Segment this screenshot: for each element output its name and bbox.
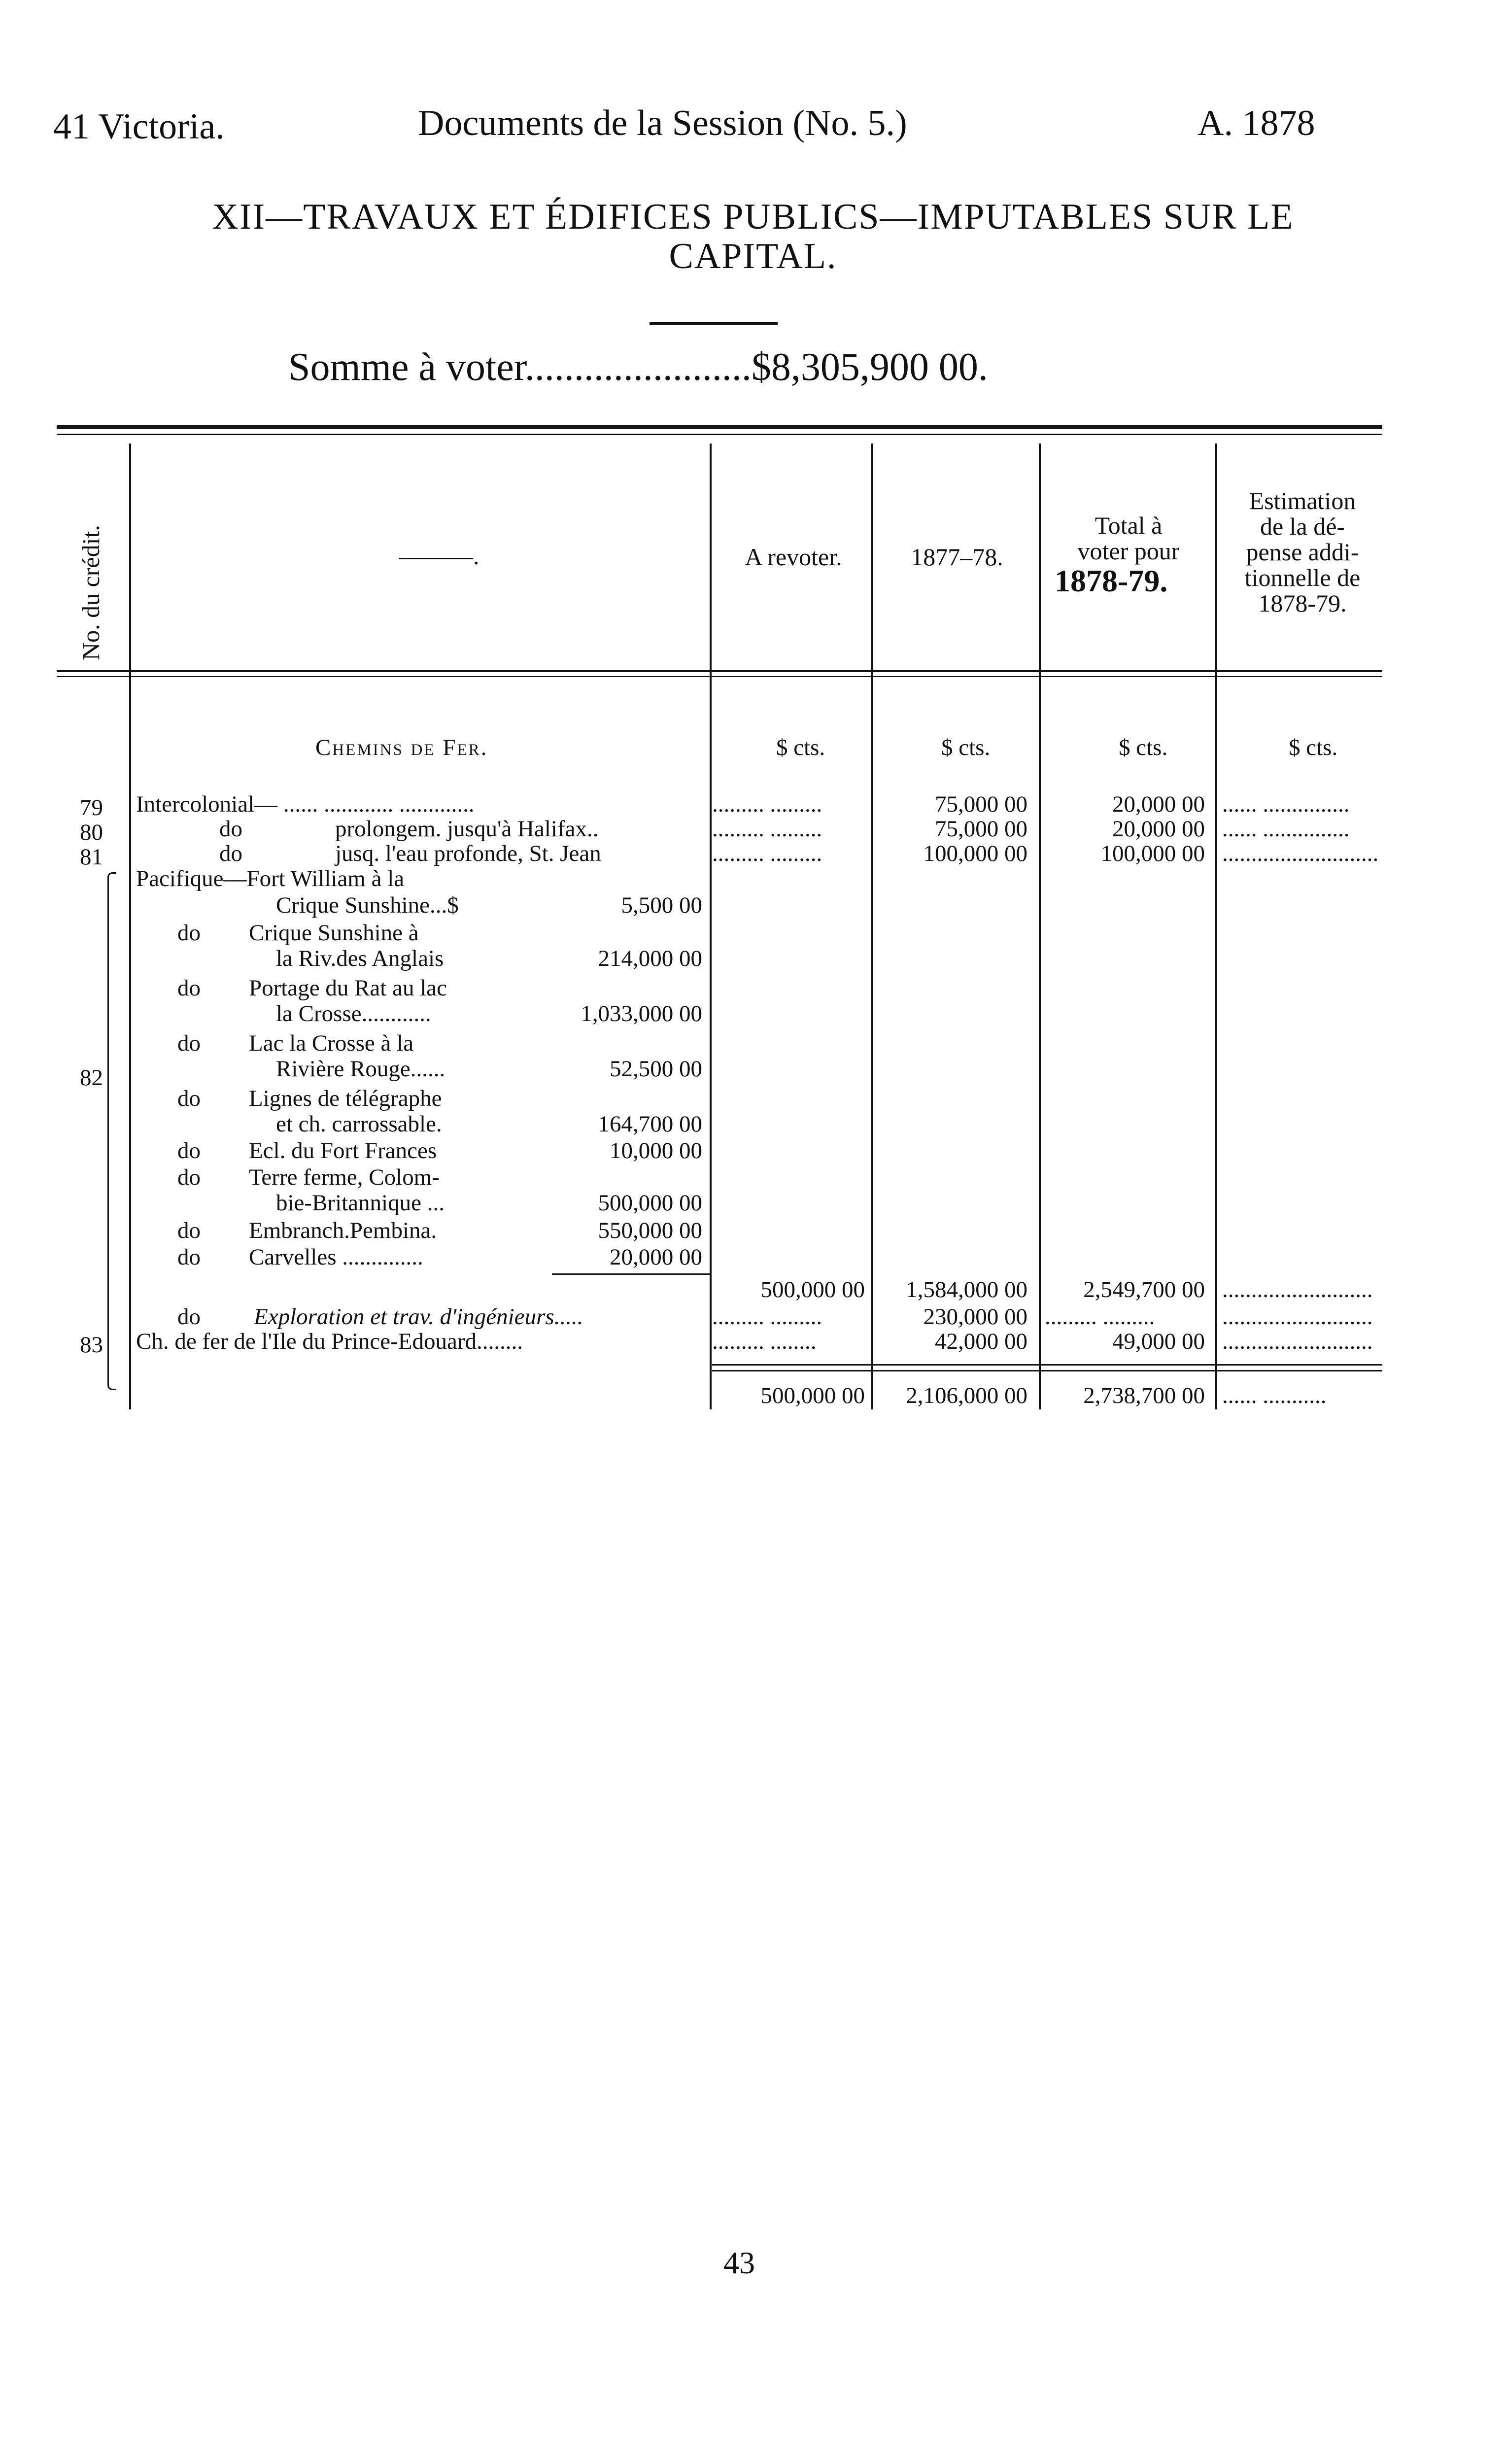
- explor-do: do: [177, 1304, 201, 1330]
- unit-total: $ cts.: [1119, 735, 1168, 760]
- row80-tot: 20,000 00: [1112, 816, 1205, 842]
- row79-desc: Intercolonial— ...... ............ .............: [136, 791, 475, 817]
- header-bottom-rule: [57, 670, 1382, 672]
- col-rule-4: [1039, 444, 1041, 1409]
- col-header-est-l3: pense addi-: [1246, 538, 1359, 566]
- pac-item4-l1: Lac la Crosse à la: [249, 1030, 414, 1056]
- row80-desc: prolongem. jusqu'à Halifax..: [335, 816, 599, 842]
- pacific-subtotal-rule: [552, 1273, 710, 1275]
- pacific-tot: 2,549,700 00: [1083, 1277, 1205, 1302]
- row81-rev: ......... .........: [712, 841, 822, 866]
- section-heading: Chemins de Fer.: [315, 735, 488, 760]
- pac-item4-l2: Rivière Rouge......: [276, 1056, 445, 1082]
- pac-item2-l1: Crique Sunshine à: [249, 920, 419, 946]
- col-rule-3: [871, 444, 873, 1409]
- running-header-right: A. 1878: [1198, 103, 1315, 143]
- row81-do: do: [219, 841, 242, 866]
- pac-item8-amt: 550,000 00: [598, 1218, 702, 1243]
- pac-item9-do: do: [177, 1244, 201, 1270]
- pac-item1-l1: Crique Sunshine...$: [276, 892, 459, 918]
- col-header-total-l2: voter pour: [1077, 537, 1180, 565]
- pac-item2-do: do: [177, 920, 201, 946]
- row81-no: 81: [80, 844, 103, 870]
- page-title-line2: CAPITAL.: [669, 236, 837, 276]
- running-header-left: 41 Victoria.: [53, 106, 225, 147]
- pac-item9-amt: 20,000 00: [610, 1244, 702, 1270]
- pei-y77: 42,000 00: [935, 1329, 1027, 1354]
- pac-item2-l2: la Riv.des Anglais: [276, 946, 444, 971]
- row80-est: ...... ...............: [1222, 816, 1350, 842]
- explor-tot: ......... .........: [1045, 1304, 1155, 1330]
- unit-1877: $ cts.: [941, 735, 991, 760]
- row79-rev: ......... .........: [712, 791, 822, 817]
- pei-rev: ......... ........: [712, 1329, 817, 1354]
- pac-item4-amt: 52,500 00: [610, 1056, 702, 1082]
- total-y77: 2,106,000 00: [906, 1383, 1027, 1408]
- col-header-est-l1: Estimation: [1249, 487, 1356, 514]
- pei-est: ..........................: [1222, 1329, 1373, 1354]
- row81-est: ...........................: [1222, 841, 1379, 866]
- col-header-credit-no: No. du crédit.: [77, 525, 104, 660]
- pac-item9-l1: Carvelles ..............: [249, 1244, 423, 1270]
- pac-item8-do: do: [177, 1218, 201, 1243]
- col-header-description: ———.: [399, 542, 479, 570]
- pacific-rev: 500,000 00: [760, 1277, 865, 1302]
- col-rule-5: [1215, 444, 1217, 1409]
- row79-tot: 20,000 00: [1112, 791, 1205, 817]
- pac-item7-amt: 500,000 00: [598, 1190, 702, 1216]
- pac-item4-do: do: [177, 1030, 201, 1056]
- totals-rule-2: [712, 1370, 1382, 1371]
- pac-item5-l2: et ch. carrossable.: [276, 1111, 442, 1137]
- col-header-est-l4: tionnelle de: [1244, 564, 1361, 591]
- pac-item5-amt: 164,700 00: [598, 1111, 702, 1137]
- pac-item8-l1: Embranch.Pembina.: [249, 1218, 437, 1243]
- explor-y77: 230,000 00: [923, 1304, 1027, 1330]
- pac-item5-do: do: [177, 1086, 201, 1111]
- explor-desc: Exploration et trav. d'ingénieurs.....: [254, 1304, 583, 1330]
- page-title-line1: XII—TRAVAUX ET ÉDIFICES PUBLICS—IMPUTABLES SUR LE: [212, 197, 1294, 237]
- row81-y77: 100,000 00: [923, 841, 1027, 866]
- col-header-a-revoter: A revoter.: [745, 543, 842, 571]
- row80-rev: ......... .........: [712, 816, 822, 842]
- pac-item3-l1: Portage du Rat au lac: [249, 975, 447, 1001]
- col-header-est-l5: 1878-79.: [1258, 589, 1347, 617]
- unit-estimation: $ cts.: [1289, 735, 1338, 760]
- pac-item6-l1: Ecl. du Fort Frances: [249, 1138, 437, 1164]
- pac-item2-amt: 214,000 00: [598, 946, 702, 971]
- totals-rule: [712, 1364, 1382, 1366]
- row83-no: 83: [80, 1332, 103, 1358]
- pacific-est: ..........................: [1222, 1277, 1373, 1302]
- pacific-head: Pacifique—Fort William à la: [136, 866, 405, 891]
- col-header-est-l2: de la dé-: [1260, 513, 1345, 540]
- brace-82-top: [107, 872, 116, 1390]
- row80-do: do: [219, 816, 242, 842]
- col-header-total-l1: Total à: [1095, 512, 1163, 539]
- col-rule-2: [710, 444, 712, 1409]
- row82-no: 82: [80, 1065, 103, 1091]
- row81-desc: jusq. l'eau profonde, St. Jean: [335, 841, 601, 866]
- pac-item5-l1: Lignes de télégraphe: [249, 1086, 442, 1111]
- pac-item3-amt: 1,033,000 00: [581, 1001, 702, 1027]
- col-header-total-l3: 1878-79.: [1055, 563, 1168, 598]
- pac-item7-do: do: [177, 1164, 201, 1190]
- col-rule-1: [129, 444, 131, 1409]
- row80-no: 80: [80, 820, 103, 845]
- page-number: 43: [723, 2245, 755, 2280]
- row81-tot: 100,000 00: [1100, 841, 1205, 866]
- sum-to-vote: Somme à voter.......................$8,305,900 00.: [288, 345, 988, 389]
- explor-rev: ......... .........: [712, 1304, 822, 1330]
- row79-y77: 75,000 00: [935, 791, 1027, 817]
- pac-item6-amt: 10,000 00: [610, 1138, 702, 1164]
- pac-item3-do: do: [177, 975, 201, 1001]
- table-top-rule: [57, 425, 1382, 429]
- table-top-rule-thin: [57, 434, 1382, 435]
- pei-desc: Ch. de fer de l'Ile du Prince-Edouard........: [136, 1329, 523, 1354]
- unit-a-revoter: $ cts.: [776, 735, 825, 760]
- pei-tot: 49,000 00: [1112, 1329, 1205, 1354]
- total-rev: 500,000 00: [760, 1383, 865, 1408]
- row80-y77: 75,000 00: [935, 816, 1027, 842]
- running-header-center: Documents de la Session (No. 5.): [418, 103, 907, 143]
- pac-item6-do: do: [177, 1138, 201, 1164]
- header-bottom-rule-thin: [57, 676, 1382, 677]
- col-header-1877-78: 1877–78.: [911, 543, 1003, 571]
- row79-est: ...... ...............: [1222, 791, 1350, 817]
- row79-no: 79: [80, 795, 103, 821]
- title-divider: [650, 322, 778, 325]
- pac-item3-l2: la Crosse............: [276, 1001, 431, 1027]
- pac-item1-amt: 5,500 00: [621, 892, 702, 918]
- pac-item7-l2: bie-Britannique ...: [276, 1190, 445, 1216]
- explor-est: ..........................: [1222, 1304, 1373, 1330]
- pac-item7-l1: Terre ferme, Colom-: [249, 1164, 440, 1190]
- pacific-y77: 1,584,000 00: [906, 1277, 1027, 1302]
- total-tot: 2,738,700 00: [1083, 1383, 1205, 1408]
- total-est: ...... ...........: [1222, 1383, 1327, 1408]
